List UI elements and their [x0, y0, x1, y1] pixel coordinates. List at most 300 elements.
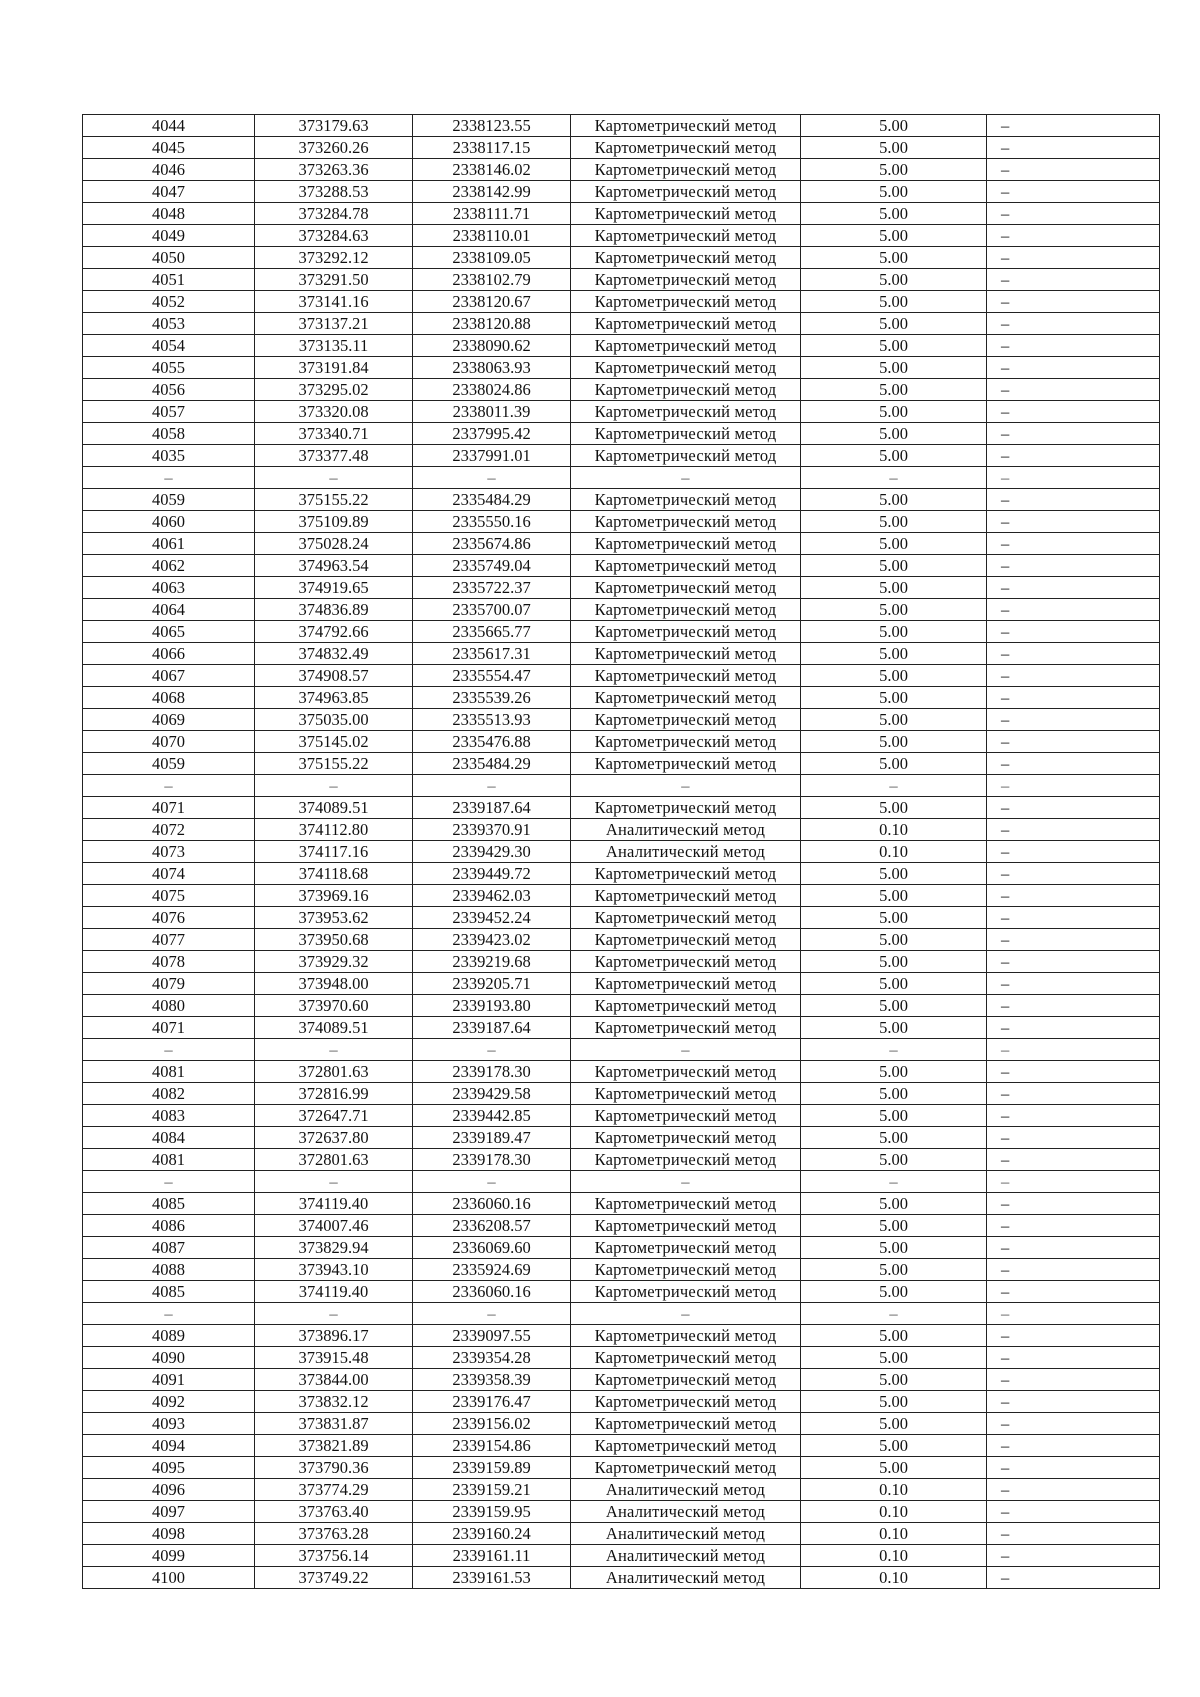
- table-row: [83, 1017, 1160, 1039]
- cell-note: –: [987, 1501, 1160, 1523]
- cell-precision: 5.00: [801, 533, 987, 555]
- cell-method: Аналитический метод: [571, 1523, 801, 1545]
- cell-coord-y: 2339161.53: [413, 1567, 571, 1589]
- table-row: [83, 511, 1160, 533]
- cell-precision: 5.00: [801, 335, 987, 357]
- cell-coord-y: 2335484.29: [413, 753, 571, 775]
- cell-point-number: 4054: [83, 335, 255, 357]
- table-row: [83, 1523, 1160, 1545]
- cell-point-number: 4053: [83, 313, 255, 335]
- cell-precision: 5.00: [801, 709, 987, 731]
- table-row: [83, 643, 1160, 665]
- cell-method: Картометрический метод: [571, 401, 801, 423]
- cell-coord-x: 374119.40: [255, 1193, 413, 1215]
- cell-coord-y: 2338102.79: [413, 269, 571, 291]
- table-row: [83, 621, 1160, 643]
- table-row: [83, 291, 1160, 313]
- cell-coord-x: 373829.94: [255, 1237, 413, 1259]
- cell-coord-x: 375035.00: [255, 709, 413, 731]
- cell-coord-x: 374832.49: [255, 643, 413, 665]
- cell-point-number: –: [83, 1039, 255, 1061]
- cell-coord-y: 2335700.07: [413, 599, 571, 621]
- cell-precision: 5.00: [801, 203, 987, 225]
- cell-coord-y: 2335539.26: [413, 687, 571, 709]
- table-row: [83, 269, 1160, 291]
- cell-precision: 5.00: [801, 1237, 987, 1259]
- cell-coord-y: 2339187.64: [413, 1017, 571, 1039]
- cell-precision: 5.00: [801, 1017, 987, 1039]
- separator-row: [83, 775, 1160, 797]
- cell-note: –: [987, 753, 1160, 775]
- cell-coord-y: 2339429.58: [413, 1083, 571, 1105]
- table-row: [83, 1105, 1160, 1127]
- cell-precision: 5.00: [801, 929, 987, 951]
- cell-coord-y: 2339462.03: [413, 885, 571, 907]
- cell-note: –: [987, 643, 1160, 665]
- table-row: [83, 335, 1160, 357]
- cell-coord-y: 2335749.04: [413, 555, 571, 577]
- cell-method: Картометрический метод: [571, 423, 801, 445]
- cell-note: –: [987, 335, 1160, 357]
- cell-note: –: [987, 819, 1160, 841]
- cell-note: –: [987, 313, 1160, 335]
- cell-coord-x: 373970.60: [255, 995, 413, 1017]
- table-row: [83, 1435, 1160, 1457]
- cell-precision: 5.00: [801, 973, 987, 995]
- cell-coord-x: 373774.29: [255, 1479, 413, 1501]
- cell-precision: –: [801, 467, 987, 489]
- table-row: [83, 753, 1160, 775]
- cell-point-number: 4097: [83, 1501, 255, 1523]
- cell-coord-x: 373763.28: [255, 1523, 413, 1545]
- table-row: [83, 1061, 1160, 1083]
- cell-coord-y: 2339354.28: [413, 1347, 571, 1369]
- table-row: [83, 159, 1160, 181]
- cell-coord-x: 374792.66: [255, 621, 413, 643]
- cell-point-number: 4077: [83, 929, 255, 951]
- cell-coord-x: 373179.63: [255, 115, 413, 137]
- cell-precision: 5.00: [801, 1193, 987, 1215]
- cell-point-number: 4065: [83, 621, 255, 643]
- cell-note: –: [987, 1457, 1160, 1479]
- cell-method: Картометрический метод: [571, 489, 801, 511]
- cell-coord-y: 2338011.39: [413, 401, 571, 423]
- cell-point-number: 4089: [83, 1325, 255, 1347]
- cell-note: –: [987, 775, 1160, 797]
- cell-coord-y: 2338117.15: [413, 137, 571, 159]
- cell-precision: 5.00: [801, 181, 987, 203]
- cell-point-number: 4045: [83, 137, 255, 159]
- cell-method: Картометрический метод: [571, 379, 801, 401]
- cell-point-number: 4051: [83, 269, 255, 291]
- table-row: [83, 577, 1160, 599]
- cell-point-number: 4080: [83, 995, 255, 1017]
- table-row: [83, 181, 1160, 203]
- cell-coord-x: 373950.68: [255, 929, 413, 951]
- cell-coord-y: 2335550.16: [413, 511, 571, 533]
- separator-row: [83, 1171, 1160, 1193]
- cell-point-number: 4058: [83, 423, 255, 445]
- cell-coord-y: 2339156.02: [413, 1413, 571, 1435]
- cell-coord-x: 374963.54: [255, 555, 413, 577]
- cell-coord-x: –: [255, 775, 413, 797]
- cell-point-number: 4081: [83, 1149, 255, 1171]
- cell-point-number: 4050: [83, 247, 255, 269]
- cell-point-number: 4083: [83, 1105, 255, 1127]
- cell-note: –: [987, 973, 1160, 995]
- cell-point-number: 4072: [83, 819, 255, 841]
- cell-point-number: 4067: [83, 665, 255, 687]
- cell-coord-x: 374919.65: [255, 577, 413, 599]
- coordinates-table-body: [83, 115, 1160, 1589]
- cell-method: Картометрический метод: [571, 1017, 801, 1039]
- cell-method: Картометрический метод: [571, 269, 801, 291]
- cell-point-number: 4093: [83, 1413, 255, 1435]
- cell-note: –: [987, 687, 1160, 709]
- cell-method: Картометрический метод: [571, 709, 801, 731]
- cell-coord-x: 373141.16: [255, 291, 413, 313]
- cell-coord-y: 2338110.01: [413, 225, 571, 247]
- cell-method: Картометрический метод: [571, 1369, 801, 1391]
- cell-note: –: [987, 379, 1160, 401]
- cell-coord-x: 373831.87: [255, 1413, 413, 1435]
- cell-method: Картометрический метод: [571, 929, 801, 951]
- cell-method: Картометрический метод: [571, 577, 801, 599]
- cell-coord-y: –: [413, 1039, 571, 1061]
- table-row: [83, 379, 1160, 401]
- cell-precision: 5.00: [801, 1149, 987, 1171]
- cell-point-number: 4091: [83, 1369, 255, 1391]
- cell-method: Картометрический метод: [571, 225, 801, 247]
- cell-coord-x: 372801.63: [255, 1149, 413, 1171]
- cell-note: –: [987, 159, 1160, 181]
- table-row: [83, 973, 1160, 995]
- cell-method: Картометрический метод: [571, 1061, 801, 1083]
- cell-method: Картометрический метод: [571, 511, 801, 533]
- cell-coord-y: 2339370.91: [413, 819, 571, 841]
- cell-point-number: 4062: [83, 555, 255, 577]
- cell-note: –: [987, 1523, 1160, 1545]
- cell-coord-y: 2339358.39: [413, 1369, 571, 1391]
- table-row: [83, 951, 1160, 973]
- cell-method: Картометрический метод: [571, 357, 801, 379]
- cell-coord-y: 2339429.30: [413, 841, 571, 863]
- cell-precision: 5.00: [801, 1369, 987, 1391]
- cell-method: Картометрический метод: [571, 907, 801, 929]
- cell-note: –: [987, 709, 1160, 731]
- cell-coord-y: 2337995.42: [413, 423, 571, 445]
- cell-coord-y: –: [413, 467, 571, 489]
- cell-precision: –: [801, 1039, 987, 1061]
- cell-coord-y: 2335665.77: [413, 621, 571, 643]
- cell-coord-y: 2335722.37: [413, 577, 571, 599]
- cell-note: –: [987, 1017, 1160, 1039]
- cell-note: –: [987, 181, 1160, 203]
- cell-precision: 0.10: [801, 1523, 987, 1545]
- cell-precision: 5.00: [801, 423, 987, 445]
- cell-point-number: 4068: [83, 687, 255, 709]
- cell-coord-x: 372637.80: [255, 1127, 413, 1149]
- cell-note: –: [987, 1435, 1160, 1457]
- cell-point-number: 4075: [83, 885, 255, 907]
- cell-point-number: 4087: [83, 1237, 255, 1259]
- cell-method: Картометрический метод: [571, 291, 801, 313]
- cell-coord-y: 2339423.02: [413, 929, 571, 951]
- table-row: [83, 885, 1160, 907]
- cell-coord-x: 372816.99: [255, 1083, 413, 1105]
- cell-precision: 5.00: [801, 577, 987, 599]
- cell-coord-y: 2339205.71: [413, 973, 571, 995]
- cell-method: Картометрический метод: [571, 1325, 801, 1347]
- cell-coord-x: 373292.12: [255, 247, 413, 269]
- cell-precision: 5.00: [801, 1215, 987, 1237]
- cell-precision: 5.00: [801, 643, 987, 665]
- cell-point-number: 4096: [83, 1479, 255, 1501]
- cell-point-number: 4064: [83, 599, 255, 621]
- cell-coord-y: 2338024.86: [413, 379, 571, 401]
- cell-precision: 5.00: [801, 159, 987, 181]
- table-row: [83, 665, 1160, 687]
- cell-point-number: 4074: [83, 863, 255, 885]
- cell-note: –: [987, 1303, 1160, 1325]
- table-row: [83, 445, 1160, 467]
- cell-coord-x: 373763.40: [255, 1501, 413, 1523]
- cell-coord-y: 2335924.69: [413, 1259, 571, 1281]
- cell-precision: 5.00: [801, 687, 987, 709]
- cell-point-number: 4099: [83, 1545, 255, 1567]
- cell-precision: 5.00: [801, 115, 987, 137]
- cell-coord-y: 2335617.31: [413, 643, 571, 665]
- cell-point-number: –: [83, 1171, 255, 1193]
- cell-point-number: 4044: [83, 115, 255, 137]
- cell-point-number: 4063: [83, 577, 255, 599]
- table-row: [83, 225, 1160, 247]
- cell-coord-y: 2338120.88: [413, 313, 571, 335]
- cell-precision: 5.00: [801, 1413, 987, 1435]
- cell-method: Картометрический метод: [571, 885, 801, 907]
- cell-coord-y: 2335554.47: [413, 665, 571, 687]
- cell-point-number: 4073: [83, 841, 255, 863]
- cell-coord-y: 2335674.86: [413, 533, 571, 555]
- cell-coord-x: 374007.46: [255, 1215, 413, 1237]
- cell-precision: 5.00: [801, 1259, 987, 1281]
- cell-coord-y: –: [413, 775, 571, 797]
- cell-coord-x: 373295.02: [255, 379, 413, 401]
- cell-coord-y: 2339219.68: [413, 951, 571, 973]
- cell-point-number: 4061: [83, 533, 255, 555]
- cell-point-number: 4055: [83, 357, 255, 379]
- cell-method: Картометрический метод: [571, 313, 801, 335]
- cell-coord-y: 2335476.88: [413, 731, 571, 753]
- cell-coord-x: 374836.89: [255, 599, 413, 621]
- cell-method: Картометрический метод: [571, 1391, 801, 1413]
- cell-coord-y: 2337991.01: [413, 445, 571, 467]
- cell-method: Картометрический метод: [571, 555, 801, 577]
- cell-coord-y: –: [413, 1171, 571, 1193]
- cell-method: Картометрический метод: [571, 445, 801, 467]
- cell-method: –: [571, 1303, 801, 1325]
- cell-note: –: [987, 225, 1160, 247]
- cell-point-number: 4047: [83, 181, 255, 203]
- table-row: [83, 1237, 1160, 1259]
- cell-method: Картометрический метод: [571, 533, 801, 555]
- cell-coord-x: 372647.71: [255, 1105, 413, 1127]
- cell-coord-x: 373135.11: [255, 335, 413, 357]
- cell-note: –: [987, 1149, 1160, 1171]
- cell-method: Картометрический метод: [571, 1149, 801, 1171]
- table-row: [83, 1259, 1160, 1281]
- cell-point-number: 4046: [83, 159, 255, 181]
- table-row: [83, 1281, 1160, 1303]
- cell-point-number: 4086: [83, 1215, 255, 1237]
- table-row: [83, 1347, 1160, 1369]
- cell-method: Картометрический метод: [571, 1105, 801, 1127]
- cell-coord-x: 373340.71: [255, 423, 413, 445]
- cell-coord-x: 373191.84: [255, 357, 413, 379]
- cell-method: Картометрический метод: [571, 731, 801, 753]
- cell-coord-x: 373137.21: [255, 313, 413, 335]
- cell-point-number: 4085: [83, 1193, 255, 1215]
- cell-coord-y: 2338146.02: [413, 159, 571, 181]
- table-row: [83, 1325, 1160, 1347]
- cell-precision: 5.00: [801, 1325, 987, 1347]
- table-row: [83, 1567, 1160, 1589]
- cell-note: –: [987, 1545, 1160, 1567]
- cell-method: Аналитический метод: [571, 1479, 801, 1501]
- cell-note: –: [987, 1281, 1160, 1303]
- table-row: [83, 423, 1160, 445]
- cell-precision: 5.00: [801, 951, 987, 973]
- cell-coord-x: 374112.80: [255, 819, 413, 841]
- cell-note: –: [987, 841, 1160, 863]
- cell-note: –: [987, 1347, 1160, 1369]
- coordinates-table: [82, 114, 1160, 1589]
- cell-point-number: 4059: [83, 753, 255, 775]
- cell-note: –: [987, 797, 1160, 819]
- cell-point-number: 4094: [83, 1435, 255, 1457]
- cell-point-number: 4060: [83, 511, 255, 533]
- table-row: [83, 1501, 1160, 1523]
- cell-precision: 5.00: [801, 1105, 987, 1127]
- cell-precision: 5.00: [801, 247, 987, 269]
- cell-method: Картометрический метод: [571, 665, 801, 687]
- cell-coord-y: 2336069.60: [413, 1237, 571, 1259]
- cell-coord-x: 373953.62: [255, 907, 413, 929]
- cell-method: Картометрический метод: [571, 1127, 801, 1149]
- cell-coord-x: 373948.00: [255, 973, 413, 995]
- cell-coord-x: 373821.89: [255, 1435, 413, 1457]
- cell-precision: 5.00: [801, 907, 987, 929]
- cell-coord-x: –: [255, 1303, 413, 1325]
- cell-note: –: [987, 203, 1160, 225]
- cell-note: –: [987, 1413, 1160, 1435]
- cell-method: Картометрический метод: [571, 137, 801, 159]
- cell-coord-x: 373756.14: [255, 1545, 413, 1567]
- cell-note: –: [987, 1479, 1160, 1501]
- cell-coord-y: 2338109.05: [413, 247, 571, 269]
- cell-point-number: 4071: [83, 797, 255, 819]
- cell-method: Картометрический метод: [571, 1347, 801, 1369]
- table-row: [83, 1149, 1160, 1171]
- cell-coord-y: 2338090.62: [413, 335, 571, 357]
- cell-point-number: 4095: [83, 1457, 255, 1479]
- cell-precision: 5.00: [801, 995, 987, 1017]
- cell-coord-y: 2338111.71: [413, 203, 571, 225]
- table-row: [83, 797, 1160, 819]
- cell-precision: 5.00: [801, 621, 987, 643]
- cell-coord-x: 373844.00: [255, 1369, 413, 1391]
- cell-note: –: [987, 885, 1160, 907]
- cell-precision: 5.00: [801, 1457, 987, 1479]
- cell-coord-y: 2339097.55: [413, 1325, 571, 1347]
- cell-coord-x: 373291.50: [255, 269, 413, 291]
- cell-method: Картометрический метод: [571, 797, 801, 819]
- cell-note: –: [987, 269, 1160, 291]
- table-row: [83, 731, 1160, 753]
- table-row: [83, 709, 1160, 731]
- cell-precision: 5.00: [801, 357, 987, 379]
- cell-point-number: 4052: [83, 291, 255, 313]
- cell-note: –: [987, 1215, 1160, 1237]
- cell-coord-y: 2336208.57: [413, 1215, 571, 1237]
- cell-method: Картометрический метод: [571, 1413, 801, 1435]
- cell-precision: 5.00: [801, 225, 987, 247]
- cell-coord-x: 374908.57: [255, 665, 413, 687]
- cell-point-number: –: [83, 1303, 255, 1325]
- table-row: [83, 1127, 1160, 1149]
- cell-note: –: [987, 1039, 1160, 1061]
- cell-precision: 5.00: [801, 1061, 987, 1083]
- cell-note: –: [987, 1127, 1160, 1149]
- table-row: [83, 137, 1160, 159]
- cell-precision: 5.00: [801, 379, 987, 401]
- cell-coord-y: 2339159.95: [413, 1501, 571, 1523]
- cell-precision: 5.00: [801, 665, 987, 687]
- cell-coord-x: 373284.63: [255, 225, 413, 247]
- cell-method: Картометрический метод: [571, 1083, 801, 1105]
- cell-coord-x: 372801.63: [255, 1061, 413, 1083]
- cell-method: Аналитический метод: [571, 1545, 801, 1567]
- cell-precision: 0.10: [801, 1501, 987, 1523]
- cell-method: Аналитический метод: [571, 1567, 801, 1589]
- cell-note: –: [987, 599, 1160, 621]
- cell-precision: –: [801, 775, 987, 797]
- cell-precision: 5.00: [801, 863, 987, 885]
- cell-precision: 5.00: [801, 599, 987, 621]
- cell-method: –: [571, 467, 801, 489]
- cell-coord-y: 2335513.93: [413, 709, 571, 731]
- cell-point-number: 4049: [83, 225, 255, 247]
- cell-note: –: [987, 863, 1160, 885]
- cell-coord-x: 374963.85: [255, 687, 413, 709]
- cell-point-number: 4079: [83, 973, 255, 995]
- cell-precision: 5.00: [801, 269, 987, 291]
- cell-coord-x: 373969.16: [255, 885, 413, 907]
- cell-precision: 5.00: [801, 731, 987, 753]
- table-row: [83, 841, 1160, 863]
- cell-note: –: [987, 467, 1160, 489]
- cell-point-number: –: [83, 775, 255, 797]
- cell-coord-y: 2339452.24: [413, 907, 571, 929]
- cell-coord-x: 373284.78: [255, 203, 413, 225]
- cell-precision: 0.10: [801, 1567, 987, 1589]
- cell-precision: 0.10: [801, 841, 987, 863]
- cell-coord-y: 2339159.89: [413, 1457, 571, 1479]
- cell-coord-y: 2338063.93: [413, 357, 571, 379]
- cell-precision: 5.00: [801, 291, 987, 313]
- cell-note: –: [987, 247, 1160, 269]
- cell-coord-y: 2339160.24: [413, 1523, 571, 1545]
